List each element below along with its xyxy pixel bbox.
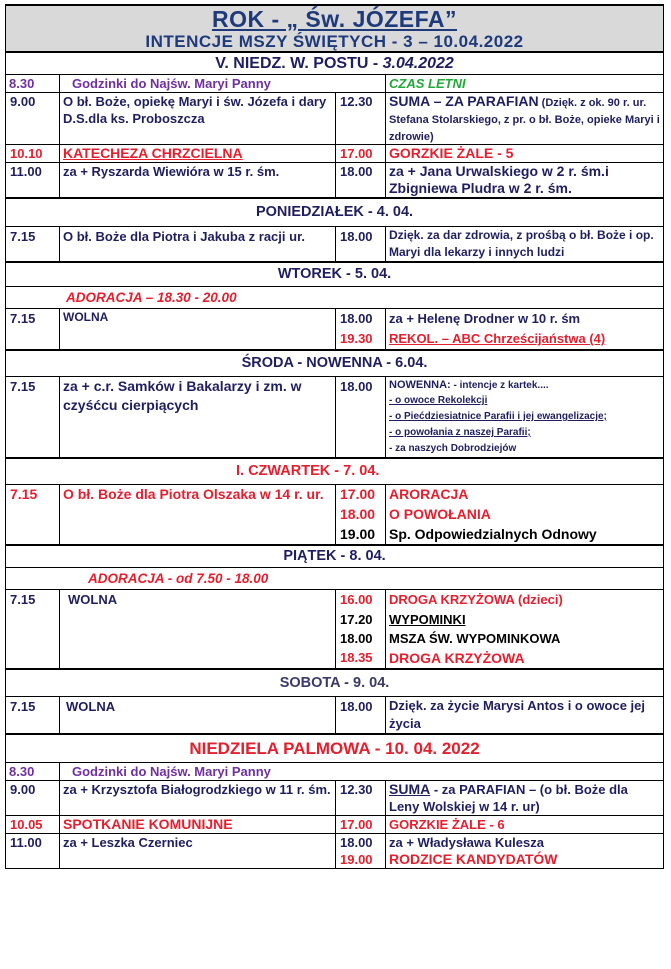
mass-intention: za + c.r. Samków i Bakalarzy i zm. w czyśćcu cierpiących bbox=[60, 377, 336, 459]
suma-details: (Dzięk. z ok. 90 r. ur. Stefana Stolarskiego, z pr. o bł. Boże, opieke Maryi i zdrowie) bbox=[389, 97, 660, 143]
event-text: SPOTKANIE KOMUNIJNE bbox=[60, 816, 336, 834]
mass-time: 17.00 bbox=[336, 816, 386, 834]
adoration-note: ADORACJA - od 7.50 - 18.00 bbox=[6, 568, 664, 590]
mass-intention: za + Jana Urwalskiego w 2 r. śm.i Zbigniewa Pludra w 2 r. śm. bbox=[386, 163, 664, 199]
event-text: GORZKIE ŻALE - 6 bbox=[386, 816, 664, 834]
service-text: Godzinki do Najśw. Maryi Panny bbox=[60, 75, 386, 93]
mass-time: 9.00 bbox=[6, 781, 60, 816]
day-title: V. NIEDZ. W. POSTU - bbox=[215, 55, 383, 72]
mass-intention: O bł. Boże dla Piotra i Jakuba z racji ur. bbox=[60, 227, 336, 263]
mass-time: 17.00 bbox=[336, 145, 386, 163]
day-header-tuesday: WTOREK - 5. 04. bbox=[6, 262, 664, 287]
mass-time: 19.30 bbox=[336, 329, 386, 350]
mass-intention: Dzięk. za życie Marysi Antos i o owoce jej życia bbox=[386, 697, 664, 735]
mass-time: 7.15 bbox=[6, 377, 60, 459]
mass-time: 12.30 bbox=[336, 781, 386, 816]
event-text: GORZKIE ŻALE - 5 bbox=[386, 145, 664, 163]
mass-time: 18.35 bbox=[336, 648, 386, 669]
day-header-monday: PONIEDZIAŁEK - 4. 04. bbox=[6, 198, 664, 227]
service-text: Godzinki do Najśw. Maryi Panny bbox=[60, 763, 664, 781]
suma-details: - za PARAFIAN – (o bł. Boże dla Leny Wolskiej w 14 r. ur) bbox=[389, 782, 628, 814]
mass-intention: za + Ryszarda Wiewióra w 15 r. śm. bbox=[60, 163, 336, 199]
summer-time-note: CZAS LETNI bbox=[386, 75, 664, 93]
mass-time: 7.15 bbox=[6, 227, 60, 263]
mass-time: 11.00 bbox=[6, 834, 60, 869]
mass-time: 18.00 bbox=[336, 697, 386, 735]
event-text: MSZA ŚW. WYPOMINKOWA bbox=[386, 629, 664, 648]
novena-note: - intencje z kartek.... bbox=[450, 380, 549, 391]
mass-time: 18.00 bbox=[336, 629, 386, 648]
mass-time: 10.05 bbox=[6, 816, 60, 834]
mass-time: 16.00 bbox=[336, 590, 386, 611]
mass-time: 18.00 bbox=[336, 377, 386, 459]
mass-time: 10.10 bbox=[6, 145, 60, 163]
sheet-header bbox=[6, 5, 664, 52]
mass-intention bbox=[386, 781, 664, 816]
mass-time: 17.00 bbox=[336, 485, 386, 505]
event-text: WYPOMINKI bbox=[386, 610, 664, 629]
intentions-subtitle: INTENCJE MSZY ŚWIĘTYCH - 3 – 10.04.2022 bbox=[145, 32, 524, 51]
mass-intention: WOLNA bbox=[60, 590, 336, 670]
mass-time: 11.00 bbox=[6, 163, 60, 199]
mass-intention: za + Helenę Drodner w 10 r. śm bbox=[386, 309, 664, 330]
event-text: RODZICE KANDYDATÓW bbox=[386, 851, 664, 869]
event-text: REKOL. – ABC Chrześcijaństwa (4) bbox=[386, 329, 664, 350]
mass-intention: za + Leszka Czerniec bbox=[60, 834, 336, 869]
event-text: DROGA KRZYŻOWA bbox=[386, 648, 664, 669]
mass-time: 8.30 bbox=[6, 763, 60, 781]
novena-line: - o powołania z naszej Parafii; bbox=[389, 427, 531, 438]
mass-time: 17.20 bbox=[336, 610, 386, 629]
mass-time: 8.30 bbox=[6, 75, 60, 93]
mass-intention: Sp. Odpowiedzialnych Odnowy bbox=[386, 524, 664, 545]
novena-label: NOWENNA: bbox=[389, 379, 451, 391]
novena-line: - za naszych Dobrodziejów bbox=[389, 443, 517, 454]
suma-label: SUMA – ZA PARAFIAN bbox=[389, 93, 539, 109]
event-text: KATECHEZA CHRZCIELNA bbox=[60, 145, 336, 163]
mass-intention: WOLNA bbox=[60, 697, 336, 735]
mass-time: 9.00 bbox=[6, 93, 60, 145]
event-text: DROGA KRZYŻOWA (dzieci) bbox=[386, 590, 664, 611]
day-header-saturday: SOBOTA - 9. 04. bbox=[6, 669, 664, 697]
mass-time: 19.00 bbox=[336, 851, 386, 869]
novena-line: - o owoce Rekolekcji bbox=[389, 395, 488, 406]
suma-label: SUMA bbox=[389, 781, 431, 797]
novena-intentions bbox=[386, 377, 664, 459]
novena-line: - o Piećdziesiatnice Parafii i jej ewangelizacje; bbox=[389, 411, 607, 422]
mass-intentions-sheet bbox=[5, 4, 663, 869]
mass-time: 7.15 bbox=[6, 590, 60, 670]
day-header-palm-sunday: NIEDZIELA PALMOWA - 10. 04. 2022 bbox=[6, 734, 664, 763]
mass-time: 19.00 bbox=[336, 524, 386, 545]
mass-time: 18.00 bbox=[336, 309, 386, 330]
mass-intention: Dzięk. za dar zdrowia, z prośbą o bł. Boże i op. Maryi dla lekarzy i innych ludzi bbox=[386, 227, 664, 263]
day-header-wednesday: ŚRODA - NOWENNA - 6.04. bbox=[6, 350, 664, 377]
mass-intention: za + Krzysztofa Białogrodzkiego w 11 r. śm. bbox=[60, 781, 336, 816]
mass-time: 18.00 bbox=[336, 834, 386, 852]
event-text: O POWOŁANIA bbox=[386, 504, 664, 524]
mass-time: 12.30 bbox=[336, 93, 386, 145]
mass-intention bbox=[386, 93, 664, 145]
mass-time: 18.00 bbox=[336, 227, 386, 263]
mass-time: 7.15 bbox=[6, 309, 60, 351]
day-header-sunday bbox=[6, 52, 664, 75]
day-header-thursday: I. CZWARTEK - 7. 04. bbox=[6, 458, 664, 485]
event-text: ARORACJA bbox=[386, 485, 664, 505]
mass-intention: WOLNA bbox=[60, 309, 336, 351]
year-title: ROK - „ Św. JÓZEFA” bbox=[211, 6, 458, 32]
novena-line bbox=[389, 377, 660, 393]
day-header-friday: PIĄTEK - 8. 04. bbox=[6, 545, 664, 568]
mass-intention: za + Władysława Kulesza bbox=[386, 834, 664, 852]
mass-time: 18.00 bbox=[336, 504, 386, 524]
mass-time: 7.15 bbox=[6, 697, 60, 735]
adoration-note: ADORACJA – 18.30 - 20.00 bbox=[6, 287, 664, 309]
mass-intention: O bł. Boże, opiekę Maryi i św. Józefa i dary D.S.dla ks. Proboszcza bbox=[60, 93, 336, 145]
day-date: 3.04.2022 bbox=[382, 55, 454, 72]
intentions-table bbox=[5, 4, 664, 869]
mass-time: 7.15 bbox=[6, 485, 60, 546]
mass-intention: O bł. Boże dla Piotra Olszaka w 14 r. ur. bbox=[60, 485, 336, 546]
mass-time: 18.00 bbox=[336, 163, 386, 199]
